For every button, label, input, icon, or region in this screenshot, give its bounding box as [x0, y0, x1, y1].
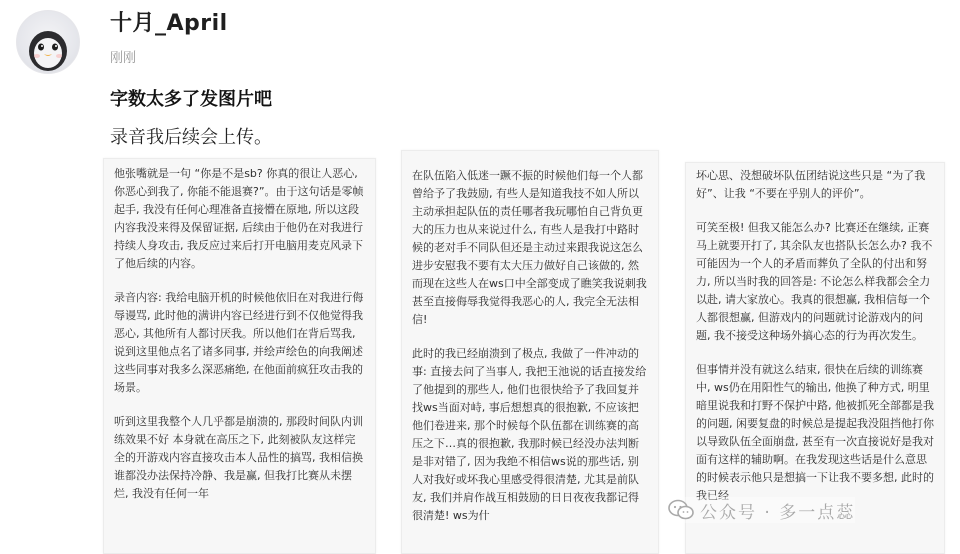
- watermark: [668, 497, 855, 523]
- wechat-icon: [668, 499, 694, 521]
- page-paragraph: 此时的我已经崩溃到了极点, 我做了一件冲动的事: 直接去问了当事人, 我把王池说的话直接发给了他提到的那些人, 他们也很快给予了我回复并找ws当面对峙, 事后想想真的很抱歉, 不应该把他们卷进来, 那个时候每个队伍都在训练赛的高压之下…真的很抱歉, 我那时候已经没办法判断是非对错了, 因为我绝不相信ws说的那些话, 别人对我好或坏我心里感受得很清楚, 尤其是前队友, 我们并肩作战互相鼓励的日日夜夜我都记得很清楚! ws为什: [412, 347, 647, 522]
- watermark-text: 公众号 · 多一点蕊: [700, 502, 856, 523]
- post-text-line-2: 录音我后续会上传。: [110, 127, 272, 148]
- page-paragraph: 他张嘴就是一句 “你是不是sb? 你真的很让人恶心, 你恶心到我了, 你能不能退赛?”。由于这句话是零帧起手, 我没有任何心理准备直接懵在原地, 所以这段内容我没来得及保留证据, 后续由于他仍在对我进行持续人身攻击, 我反应过来后打开电脑用麦克风录下了他后续的内容。: [114, 167, 364, 270]
- page-paragraph: 听到这里我整个人几乎都是崩溃的, 那段时间队内训练效果不好 本身就在高压之下, 此刻被队友这样完全的开游戏内容直接攻击本人品性的搞骂, 我相信换谁都没办法保持冷静、我是赢, 但我打比赛从未摆烂, 我没有任何一年: [114, 415, 363, 500]
- page-paragraph: 可笑至极! 但我又能怎么办? 比赛还在继续, 正赛马上就要开打了, 其余队友也搭队长怎么办? 我不可能因为一个人的矛盾而葬负了全队的付出和努力, 所以当时我的回答是: 不论怎么样我都会全力以赴, 请大家放心。我真的很想赢, 我相信每一个人都很想赢, 但游戏内的问题就讨论游戏内的问题, 我不接受这种场外搞心态的行为再次发生。: [696, 221, 933, 342]
- attached-image-1[interactable]: [103, 158, 376, 554]
- post-text-line-1: 字数太多了发图片吧: [110, 89, 272, 110]
- attached-image-2[interactable]: [401, 150, 659, 554]
- page-paragraph: 坏心思、没想破坏队伍团结说这些只是 “为了我好”、让我 “不要在乎别人的评价”。: [696, 169, 926, 200]
- username[interactable]: 十月_April: [110, 11, 228, 36]
- page-paragraph: 但事情并没有就这么结束, 很快在后续的训练赛中, ws仍在用阳性气的输出, 他换了种方式, 明里暗里说我和打野不保护中路, 他被抓死全部都是我的问题, 闲要复盘的时候总是提起我没阻挡他打你以导致队伍全面崩盘, 甚至有一次直接说好是我对面有这样的辅助啊。在我发现这些话是什么意思的时候表示他只是想搞一下让我不要多想, 此时的我已经: [696, 363, 934, 502]
- page-paragraph: 在队伍陷入低迷一蹶不振的时候他们每一个人都曾给予了我鼓励, 有些人是知道我技不如人所以主动承担起队伍的责任哪者我玩哪怕自己背负更大的压力也从来说过什么, 有些人是我打中路时候的老对手不同队但还是主动过来跟我说这怎么进步安慰我不要有太大压力做好自己该做的, 然而现在这些人在ws口中全部变成了瞧笑我说刺我甚至直接侮辱我觉得我恶心的人, 我完全无法相信!: [412, 169, 647, 326]
- attached-images: [0, 150, 960, 554]
- post-timestamp: 刚刚: [110, 51, 137, 66]
- avatar[interactable]: [16, 10, 80, 74]
- penguin-icon: [17, 11, 79, 73]
- page-paragraph: 录音内容: 我给电脑开机的时候他依旧在对我进行侮辱谩骂, 此时他的满讲内容已经进行到不仅他觉得我恶心, 其他所有人都讨厌我。所以他们在背后骂我, 说到这里他点名了诸多同事, 并绘声绘色的向我阐述这些同事对我多么深恶痛绝, 在他面前疯狂攻击我的场景。: [114, 291, 364, 394]
- attached-image-3[interactable]: [685, 162, 945, 554]
